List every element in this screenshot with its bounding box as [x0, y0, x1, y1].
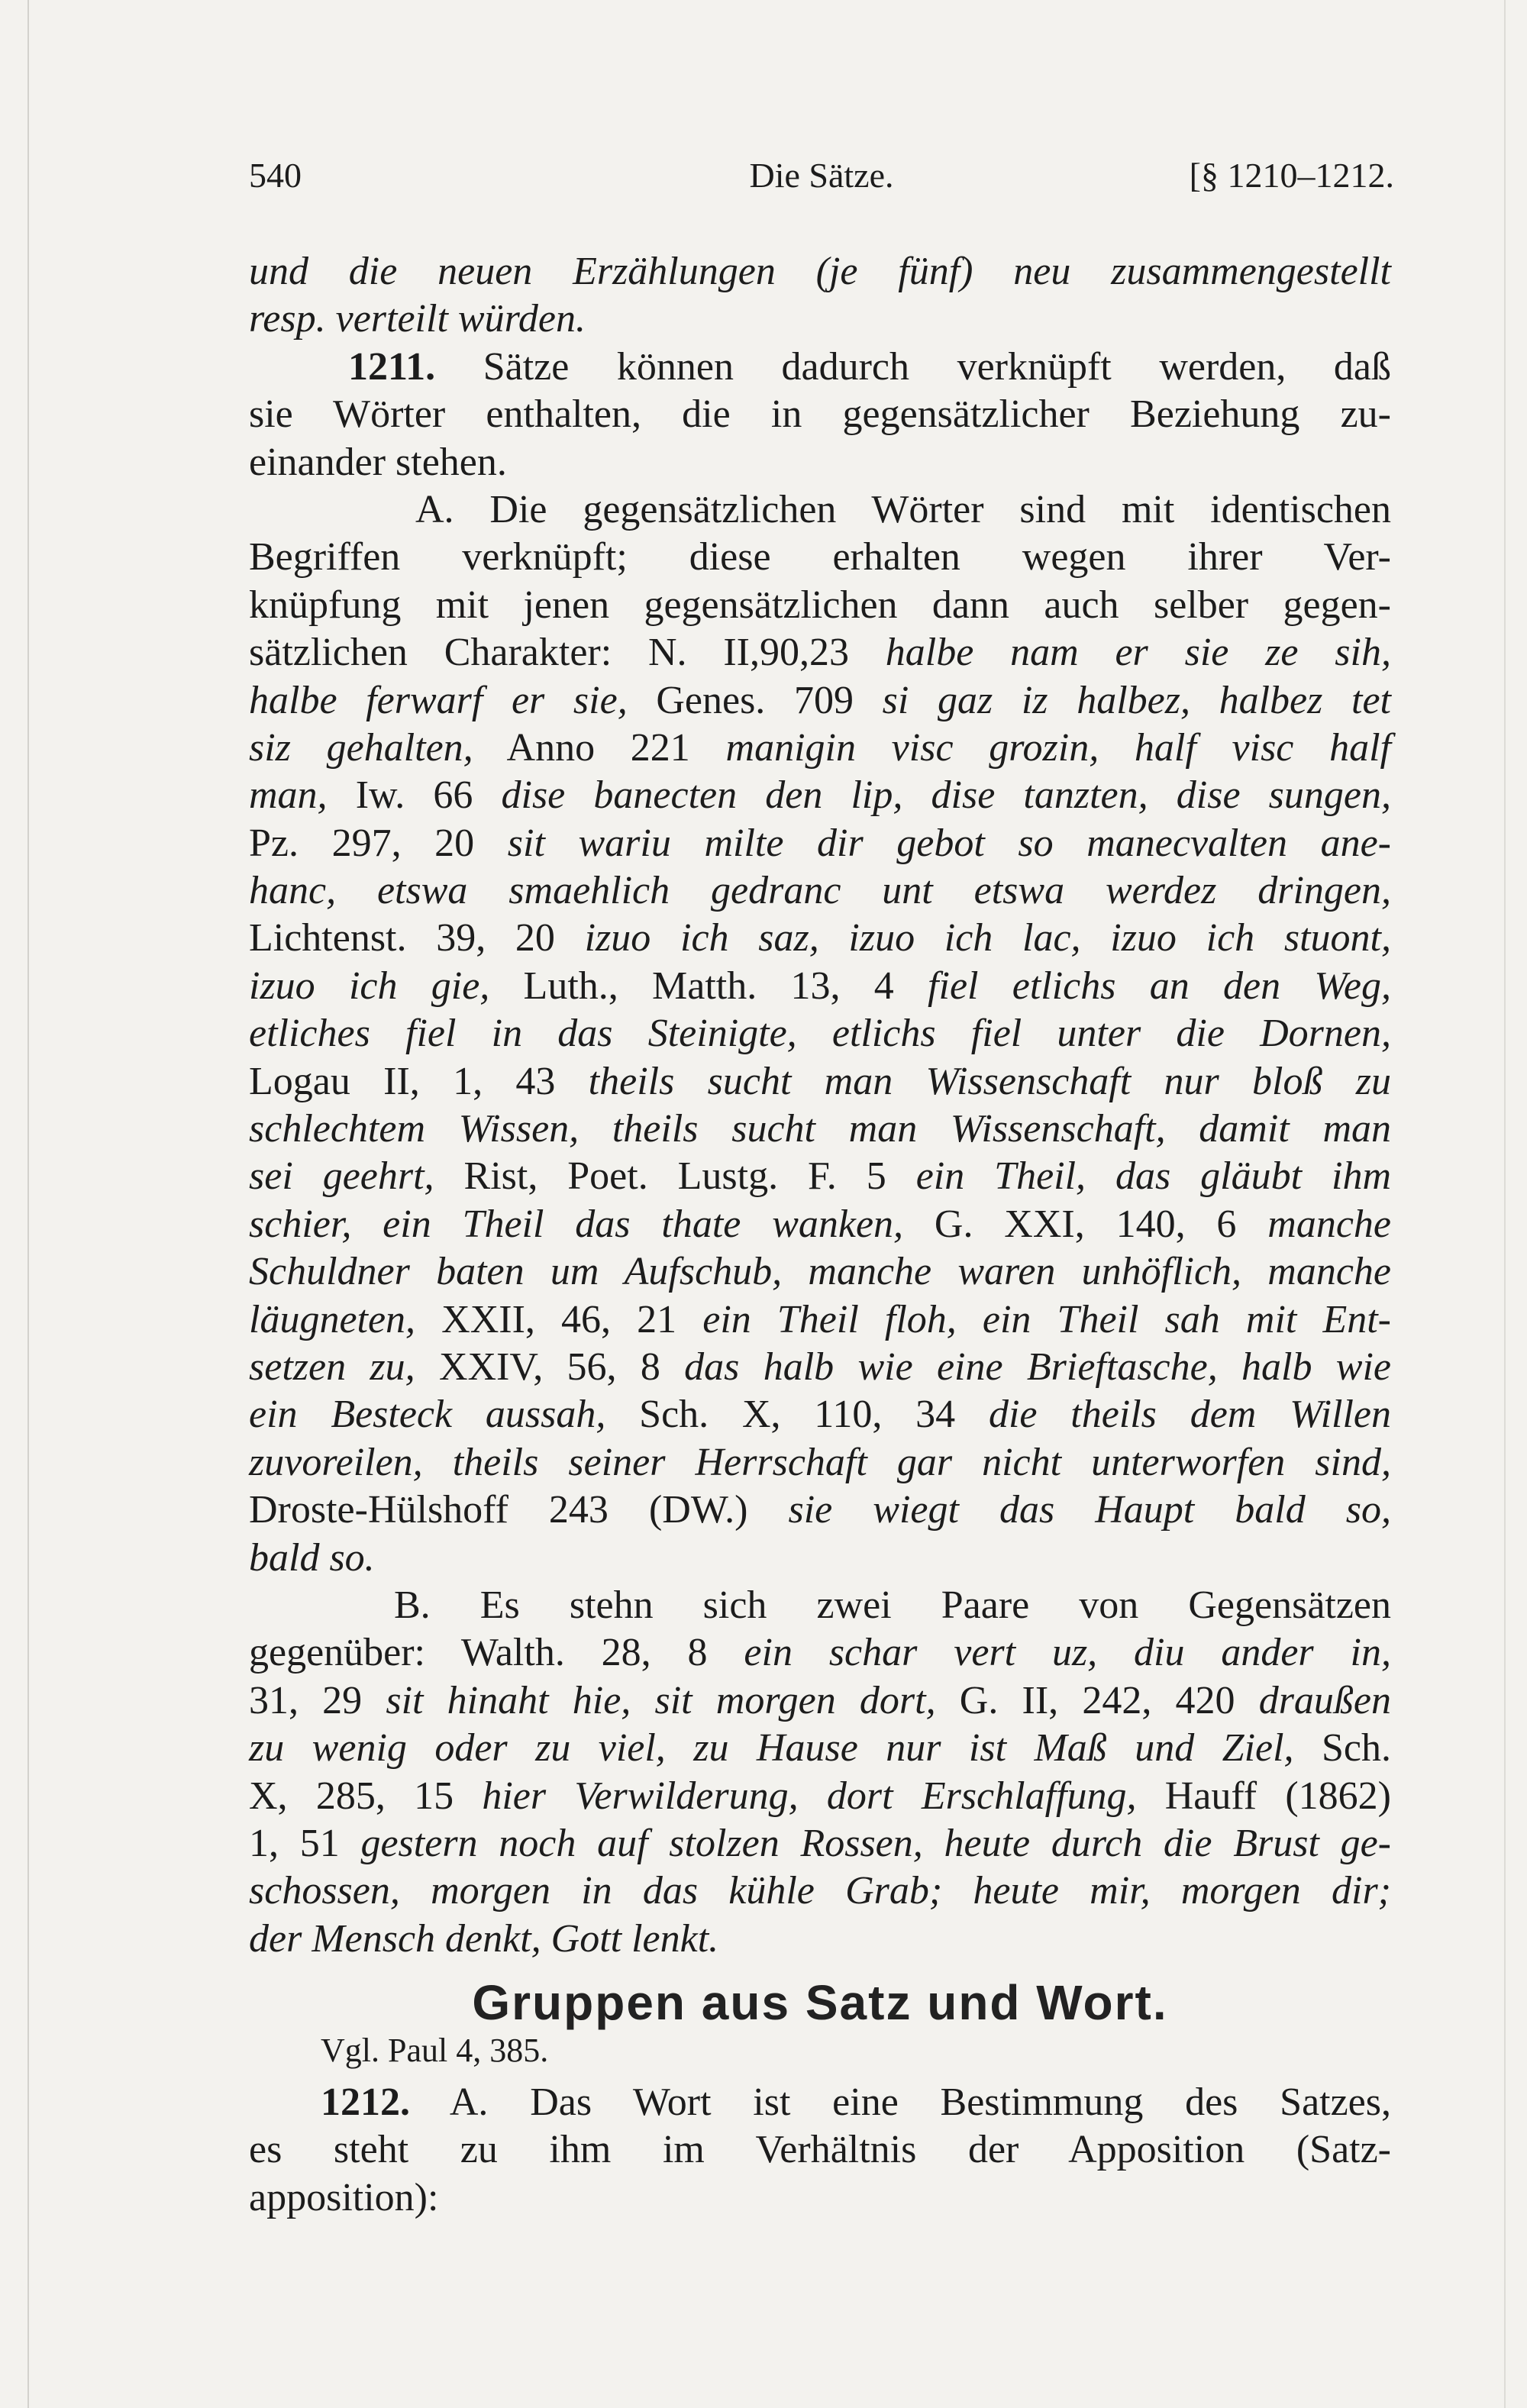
quoted-example: schlechtem Wissen, theils sucht man Wissenschaft, damit man	[249, 1107, 1391, 1151]
text-line	[249, 1916, 1391, 1963]
section-heading: Gruppen aus Satz und Wort.	[472, 1975, 1168, 2031]
body-text: Luth., Matth. 13, 4	[489, 964, 928, 1008]
quoted-example: das halb wie eine Brieftasche, halb wie	[684, 1344, 1391, 1389]
text-line	[249, 1677, 1391, 1725]
quoted-example: zuvoreilen, theils seiner Herrschaft gar nicht unterworfen sind,	[249, 1440, 1391, 1484]
quoted-example: ein Theil floh, ein Theil sah mit Ent-	[702, 1297, 1391, 1341]
quoted-example: ein schar vert uz, diu ander in,	[744, 1631, 1391, 1675]
text-line	[249, 1010, 1391, 1057]
quoted-example: ein Besteck aussah,	[249, 1393, 606, 1437]
body-text: Genes. 709	[627, 678, 883, 722]
body-text: Begriffen verknüpft; diese erhalten wegen ihrer Ver-	[249, 535, 1391, 579]
body-text: Iw. 66	[327, 773, 502, 818]
text-line	[249, 1535, 1391, 1582]
quoted-example: manigin visc grozin, half visc half	[725, 725, 1391, 770]
text-line	[249, 1773, 1391, 1820]
body-text: Logau II, 1, 43	[249, 1059, 589, 1103]
quoted-example: dise banecten den lip, dise tanzten, dise sungen,	[501, 773, 1391, 818]
text-line	[249, 1106, 1391, 1153]
text-line	[249, 344, 1391, 391]
body-text: Sch. X, 110, 34	[605, 1393, 989, 1437]
text-line	[249, 248, 1391, 295]
body-text: Sätze können dadurch verknüpft werden, daß	[435, 344, 1391, 389]
text-line	[249, 963, 1391, 1010]
quoted-example: und die neuen Erzählungen (je fünf) neu zusammengestellt	[249, 250, 1391, 293]
body-text: Rist, Poet. Lustg. F. 5	[434, 1154, 916, 1199]
quoted-example: halbe ferwarf er sie,	[249, 678, 628, 722]
section-number: 1212.	[321, 2080, 410, 2125]
text-line	[249, 1201, 1391, 1248]
quoted-example: theils sucht man Wissenschaft nur bloß zu	[588, 1059, 1391, 1103]
text-line	[249, 2174, 1391, 2222]
body-text: Hauff (1862)	[1136, 1774, 1391, 1818]
page-edge-line	[27, 0, 29, 2408]
running-title: Die Sätze.	[749, 156, 894, 195]
body-text: B. Es stehn sich zwei Paare von Gegensätzen	[394, 1583, 1391, 1627]
quoted-example: läugneten,	[249, 1297, 416, 1341]
section-range: [§ 1210–1212.	[1189, 156, 1394, 195]
quoted-example: sit hinaht hie, sit morgen dort,	[386, 1678, 936, 1722]
text-line	[249, 2079, 1391, 2126]
text-line	[249, 1153, 1391, 1200]
text-line	[249, 1058, 1391, 1106]
body-text: sätzlichen Charakter: N. II,90,23	[249, 631, 886, 675]
quoted-example: gestern noch auf stolzen Rossen, heute durch die Brust ge-	[360, 1821, 1391, 1865]
quoted-example: die theils dem Willen	[988, 1393, 1391, 1437]
body-text: gegenüber: Walth. 28, 8	[249, 1631, 744, 1675]
section-number: 1211.	[348, 344, 436, 389]
body-text: Lichtenst. 39, 20	[249, 916, 585, 960]
quoted-example: siz gehalten,	[249, 725, 473, 770]
quoted-example: halbe nam er sie ze sih,	[885, 631, 1391, 675]
quoted-example: si gaz iz halbez, halbez tet	[882, 678, 1391, 722]
quoted-example: draußen	[1258, 1678, 1392, 1722]
text-line	[249, 1248, 1391, 1296]
quoted-example: izuo ich saz, izuo ich lac, izuo ich stuont,	[584, 916, 1391, 960]
body-text: Sch.	[1293, 1726, 1391, 1770]
numbered-section	[249, 2079, 1391, 2222]
text-line	[249, 439, 1391, 486]
quoted-example: manche	[1267, 1202, 1391, 1246]
body-text: XXII, 46, 21	[415, 1297, 703, 1341]
quoted-example: resp. verteilt würden.	[249, 297, 586, 341]
quoted-example: man,	[249, 773, 328, 818]
text-line	[249, 1439, 1391, 1486]
page-edge-line	[1504, 0, 1506, 2408]
quoted-example: ein Theil, das gläubt ihm	[915, 1154, 1392, 1199]
quoted-example: sei geehrt,	[249, 1154, 434, 1199]
body-text: G. II, 242, 420	[935, 1678, 1259, 1722]
body-text: X, 285, 15	[249, 1774, 483, 1818]
text-line	[249, 1582, 1391, 1629]
text-line	[249, 1820, 1391, 1867]
text-line	[249, 820, 1391, 867]
text-line	[249, 1391, 1391, 1438]
body-text: es steht zu ihm im Verhältnis der Apposition (Satz-	[249, 2128, 1391, 2172]
body-text: einander stehen.	[249, 440, 507, 484]
text-line	[249, 295, 1391, 343]
reference-note: Vgl. Paul 4, 385.	[321, 2032, 549, 2070]
text-line	[249, 534, 1391, 581]
text-line	[249, 1296, 1391, 1344]
text-line	[249, 1344, 1391, 1391]
body-text: Droste-Hülshoff 243 (DW.)	[249, 1488, 789, 1532]
body-text: 1, 51	[249, 1821, 361, 1865]
quoted-example: Schuldner baten um Aufschub, manche waren unhöflich, manche	[249, 1250, 1391, 1294]
text-line	[249, 582, 1391, 629]
quoted-example: schier, ein Theil das thate wanken,	[249, 1202, 904, 1246]
body-text: A. Die gegensätzlichen Wörter sind mit identischen	[415, 487, 1391, 531]
quoted-example: bald so.	[249, 1535, 375, 1580]
quoted-example: sit wariu milte dir gebot so manecvalten ane-	[507, 821, 1391, 865]
text-line	[249, 1486, 1391, 1534]
quoted-example: etliches fiel in das Steinigte, etlichs fiel unter die Dornen,	[249, 1012, 1391, 1056]
lettered-point	[249, 1582, 1391, 1963]
quoted-example: zu wenig oder zu viel, zu Hause nur ist Maß und Ziel,	[249, 1726, 1294, 1770]
body-text: apposition):	[249, 2175, 439, 2219]
text-line	[249, 677, 1391, 725]
quoted-example: setzen zu,	[249, 1344, 415, 1389]
quoted-example: hier Verwilderung, dort Erschlaffung,	[482, 1774, 1137, 1818]
text-line	[249, 1867, 1391, 1915]
text-line	[249, 391, 1391, 438]
body-text: sie Wörter enthalten, die in gegensätzlicher Beziehung zu-	[249, 392, 1391, 437]
quoted-example: schossen, morgen in das kühle Grab; heute mir, morgen dir;	[249, 1869, 1391, 1913]
quoted-example: der Mensch denkt, Gott lenkt.	[249, 1916, 719, 1961]
text-line	[249, 725, 1391, 772]
quoted-example: sie wiegt das Haupt bald so,	[788, 1488, 1392, 1532]
quoted-example: hanc, etswa smaehlich gedranc unt etswa werdez dringen,	[249, 869, 1391, 913]
paragraph	[249, 248, 1391, 344]
text-line	[249, 2126, 1391, 2174]
body-text: 31, 29	[249, 1678, 386, 1722]
body-text: knüpfung mit jenen gegensätzlichen dann auch selber gegen-	[249, 583, 1391, 627]
text-line	[249, 629, 1391, 676]
body-text: Pz. 297, 20	[249, 821, 508, 865]
body-text: G. XXI, 140, 6	[903, 1202, 1268, 1246]
text-line	[249, 1725, 1391, 1772]
numbered-section	[249, 344, 1391, 486]
text-line	[249, 772, 1391, 819]
text-line	[249, 867, 1391, 915]
running-header	[249, 155, 1394, 196]
page-body	[249, 248, 1391, 2222]
quoted-example: izuo ich gie,	[249, 964, 490, 1008]
body-text: A. Das Wort ist eine Bestimmung des Satzes,	[410, 2080, 1391, 2125]
quoted-example: fiel etlichs an den Weg,	[928, 964, 1391, 1008]
text-line	[249, 486, 1391, 534]
lettered-point	[249, 486, 1391, 1582]
text-line	[249, 915, 1391, 962]
page-number: 540	[249, 156, 302, 195]
body-text: XXIV, 56, 8	[415, 1344, 685, 1389]
body-text: Anno 221	[473, 725, 726, 770]
text-line	[249, 1629, 1391, 1677]
